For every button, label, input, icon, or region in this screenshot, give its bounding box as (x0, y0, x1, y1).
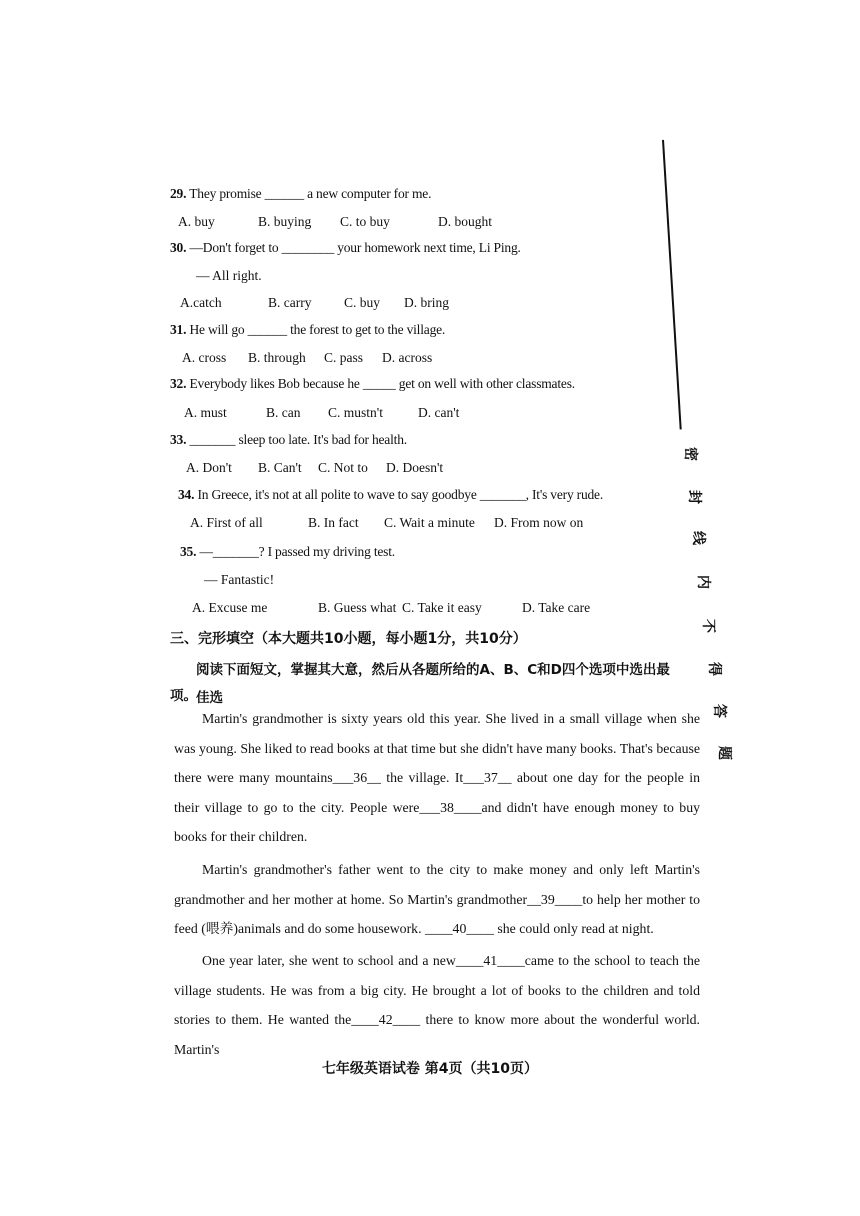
seal-char-1: 密 (682, 447, 698, 461)
question-29 (170, 186, 431, 202)
section-instruction: 阅读下面短文，掌握其大意，然后从各题所给的A、B、C和D四个选项中选出最佳选 (196, 662, 670, 706)
seal-char-4: 内 (695, 575, 711, 589)
option-c: C. Not to (318, 460, 368, 475)
option-a: A. Excuse me (192, 600, 268, 615)
question-number: 35. (180, 544, 197, 559)
option-a: A.catch (180, 295, 222, 310)
page-footer: 七年级英语试卷 第4页（共10页） (321, 1061, 539, 1077)
option-d: D. can't (418, 405, 460, 420)
question-32 (170, 376, 575, 392)
question-34 (178, 487, 603, 503)
option-c: C. buy (344, 295, 381, 310)
option-a: A. cross (182, 350, 227, 365)
passage-paragraph-3: One year later, she went to school and a new____41____came to the school to teach the village students. He was from a big city. He brought a lot of books to the children and told stories to them. He wanted the____42____ there to know more about the wonderful world. Martin's (174, 953, 700, 1057)
option-b: B. In fact (308, 515, 359, 530)
question-stem: —_______? I passed my driving test. (199, 544, 395, 559)
seal-char-8: 题 (716, 746, 732, 760)
question-stem: He will go ______ the forest to get to the village. (189, 322, 446, 337)
option-d: D. Take care (522, 600, 591, 615)
passage-paragraph-1: Martin's grandmother is sixty years old this year. She lived in a small village when she was young. She liked to read books at that time but she didn't have many books. That's because there were many mountains___36__ the village. It___37__ about one day for the people in their village to go to the city. People were___38____and didn't have enough money to buy books for their children. (174, 711, 700, 844)
seal-char-2: 封 (686, 490, 702, 504)
question-stem: They promise ______ a new computer for me. (189, 186, 432, 201)
option-d: D. bring (404, 295, 449, 310)
option-c: C. Take it easy (402, 600, 482, 615)
option-c: C. mustn't (328, 405, 383, 420)
seal-char-3: 线 (690, 531, 706, 545)
option-b: B. buying (258, 214, 312, 229)
option-b: B. can (266, 405, 301, 420)
option-c: C. to buy (340, 214, 390, 229)
option-d: D. From now on (494, 515, 584, 530)
option-d: D. bought (438, 214, 492, 229)
question-number: 31. (170, 322, 187, 337)
section-title: 三、完形填空（本大题共10小题，每小题1分，共10分） (170, 631, 527, 647)
reply-35: — Fantastic! (204, 572, 275, 587)
question-30 (170, 240, 521, 256)
option-b: B. through (248, 350, 306, 365)
option-d: D. across (382, 350, 433, 365)
seal-char-7: 答 (711, 704, 727, 718)
question-stem: In Greece, it's not at all polite to wave to say goodbye _______, It's very rude. (197, 487, 604, 502)
question-35 (180, 544, 395, 560)
option-b: B. Can't (258, 460, 302, 475)
option-b: B. Guess what (318, 600, 397, 615)
question-33 (170, 432, 407, 448)
question-stem: _______ sleep too late. It's bad for health. (189, 432, 407, 447)
question-number: 30. (170, 240, 187, 255)
question-number: 29. (170, 186, 187, 201)
question-number: 34. (178, 487, 195, 502)
passage-paragraph-2: Martin's grandmother's father went to the city to make money and only left Martin's grandmother and her mother at home. So Martin's grandmother__39____to help her mother to feed (喂养)animals and do some housework. ____40____ she could only read at night. (174, 862, 700, 936)
option-d: D. Doesn't (386, 460, 444, 475)
option-a: A. must (184, 405, 227, 420)
seal-char-5: 不 (700, 619, 716, 633)
question-number: 32. (170, 376, 187, 391)
option-c: C. Wait a minute (384, 515, 475, 530)
question-31 (170, 322, 445, 338)
option-c: C. pass (324, 350, 364, 365)
option-b: B. carry (268, 295, 312, 310)
seal-char-6: 得 (706, 662, 722, 676)
reply-30: — All right. (196, 268, 262, 283)
option-a: A. buy (178, 214, 215, 229)
question-stem: —Don't forget to ________ your homework next time, Li Ping. (189, 240, 521, 255)
option-a: A. Don't (186, 460, 232, 475)
option-a: A. First of all (190, 515, 263, 530)
question-number: 33. (170, 432, 187, 447)
seal-line (662, 140, 682, 430)
question-stem: Everybody likes Bob because he _____ get on well with other classmates. (189, 376, 575, 391)
section-instruction-end: 项。 (170, 688, 197, 704)
